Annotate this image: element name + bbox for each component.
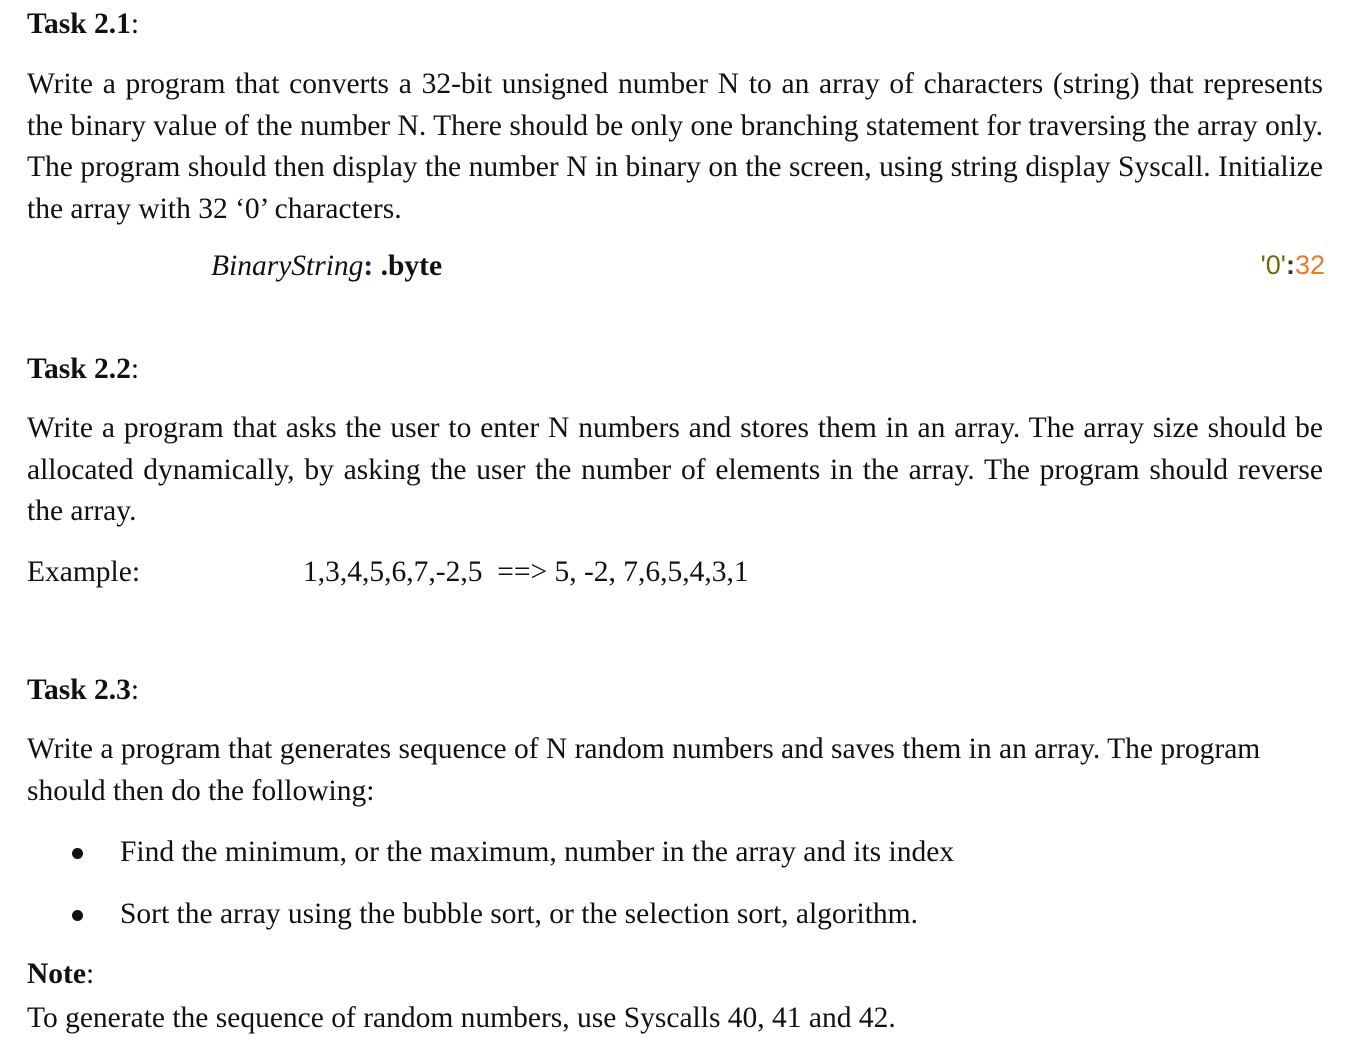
- task-2-3-heading-text: Task 2.3: [27, 674, 131, 706]
- task-2-2-heading-text: Task 2.2: [27, 353, 131, 385]
- task-2-1-heading-text: Task 2.1: [27, 8, 131, 40]
- code-label-text: BinaryString: [211, 250, 364, 282]
- code-value: [1261, 250, 1325, 281]
- task-2-1-heading-colon: :: [130, 8, 140, 40]
- task-2-2-heading: [27, 355, 1323, 385]
- note-heading-text: Note: [27, 958, 86, 990]
- task-2-3-paragraph: Write a program that generates sequence of N random numbers and saves them in an array. The program should then do the following:: [27, 733, 1261, 807]
- task-2-1-paragraph: Write a program that converts a 32-bit unsigned number N to an array of characters (string) that represents the binary value of the number N. There should be only one branching statement for traversing the array only. The program should then display the number N in binary on the screen, using string display Syscall. Initialize the array with 32 ‘0’ characters.: [27, 68, 1323, 225]
- code-label: [211, 250, 442, 283]
- note-heading-colon: :: [85, 958, 95, 990]
- note-body: [27, 1002, 1323, 1035]
- code-label-colon: :: [363, 250, 374, 282]
- example-value: 1,3,4,5,6,7,-2,5 ==> 5, -2, 7,6,5,4,3,1: [303, 556, 749, 588]
- code-value-separator: :: [1285, 250, 1295, 280]
- list-item: [27, 836, 1323, 898]
- task-2-2-paragraph: Write a program that asks the user to enter N numbers and stores them in an array. The array size should be allocated dynamically, by asking the user the number of elements in the array. The program should reverse the array.: [27, 412, 1323, 527]
- task-2-1-heading: [27, 10, 1323, 40]
- binary-string-declaration: [27, 250, 1325, 290]
- note-heading: [27, 960, 1323, 990]
- code-value-char: '0': [1260, 250, 1286, 280]
- task-2-3-heading: [27, 676, 1323, 706]
- example-label: Example:: [27, 556, 141, 588]
- bullet-text: Find the minimum, or the maximum, number in the array and its index: [120, 836, 955, 868]
- code-directive: .byte: [373, 250, 443, 282]
- bullet-dot-icon: [72, 910, 83, 921]
- task-2-3-heading-colon: :: [130, 674, 140, 706]
- note-text: To generate the sequence of random numbers, use Syscalls 40, 41 and 42.: [27, 1002, 896, 1034]
- task-2-2-body: [27, 408, 1323, 533]
- bullet-text: Sort the array using the bubble sort, or the selection sort, algorithm.: [120, 898, 918, 930]
- code-value-count: 32: [1294, 250, 1325, 280]
- list-item: [27, 898, 1323, 960]
- task-2-1-body: [27, 64, 1323, 230]
- bullet-dot-icon: [72, 848, 83, 859]
- task-2-2-heading-colon: :: [130, 353, 140, 385]
- task-2-3-bullet-list: [27, 836, 1323, 960]
- task-2-3-body: [27, 729, 1323, 812]
